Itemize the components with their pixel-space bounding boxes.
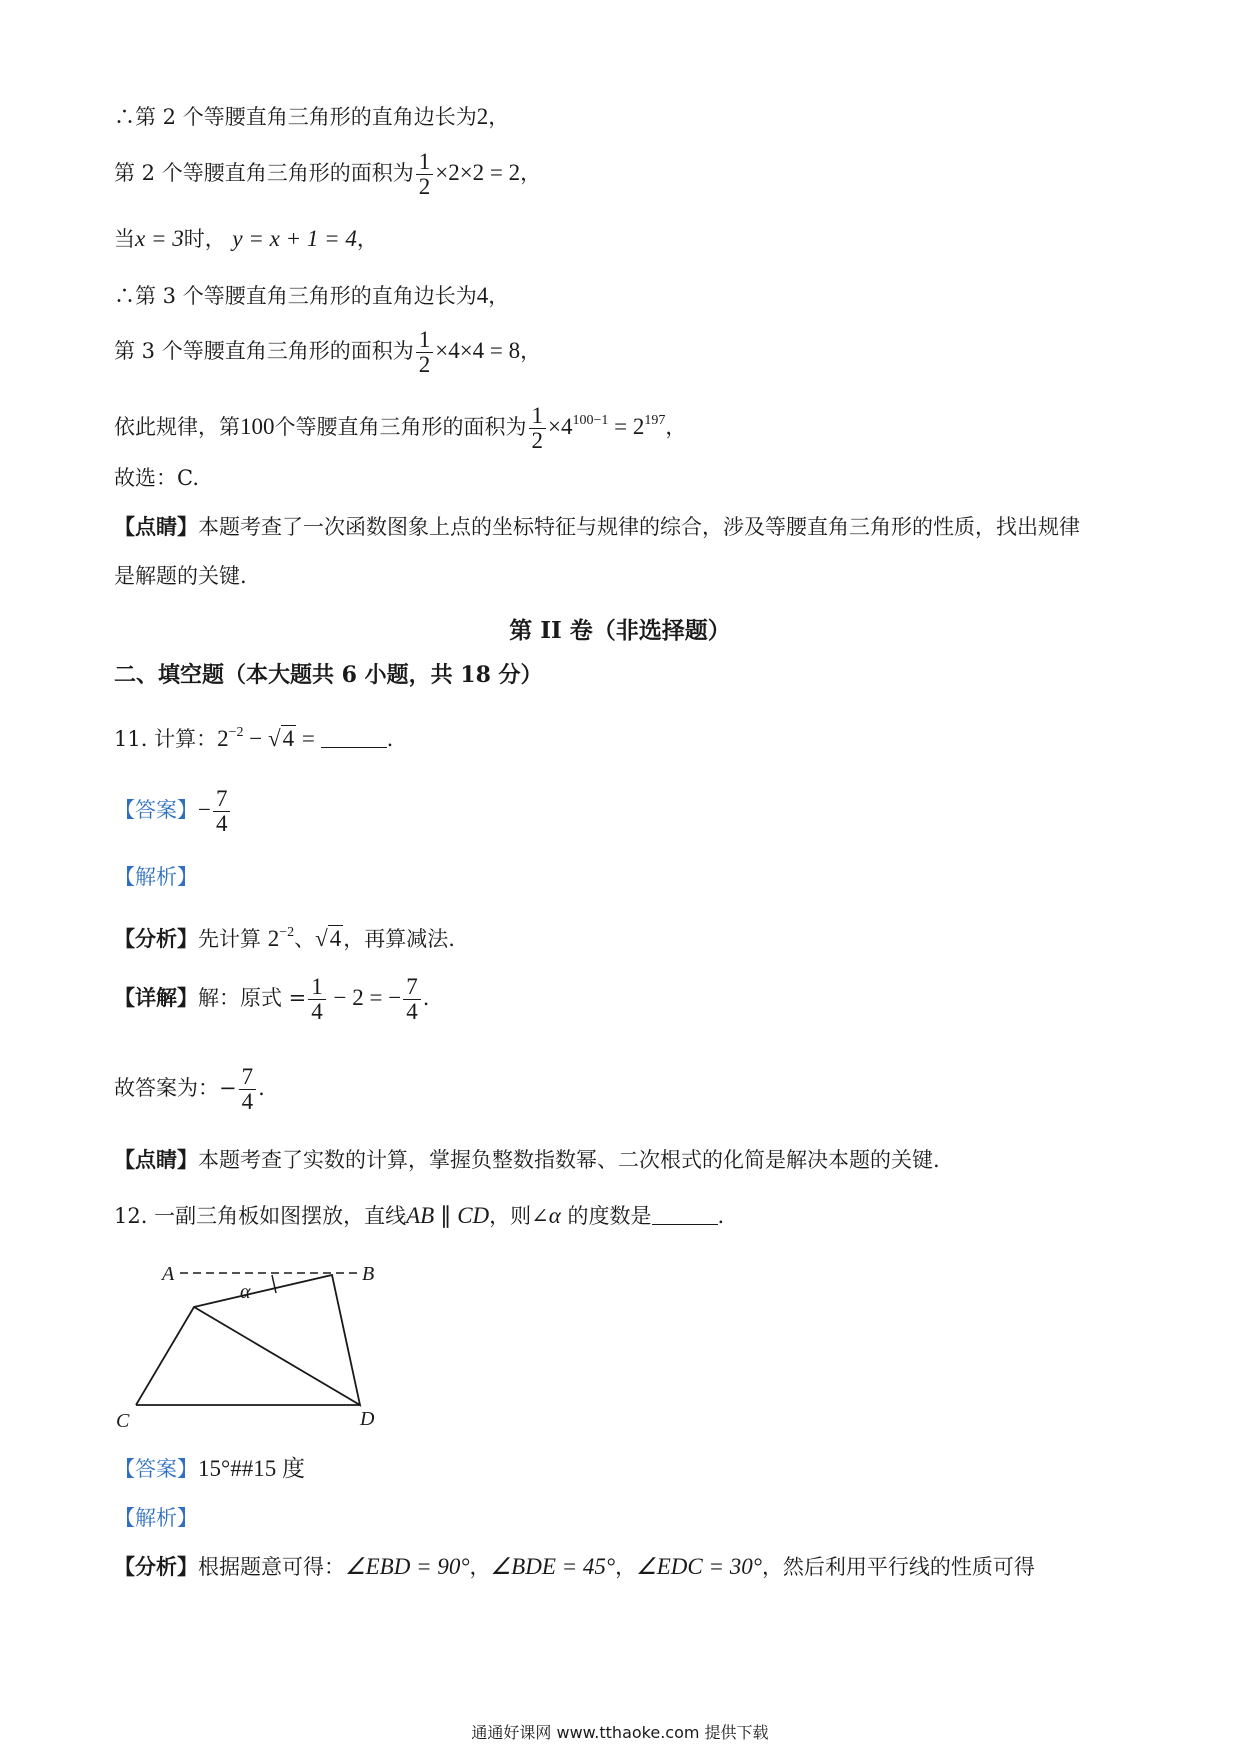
fraction — [239, 1065, 257, 1114]
label-b: B — [362, 1263, 375, 1285]
denominator: 2 — [418, 174, 431, 199]
label-a: A — [162, 1263, 175, 1285]
punct: . — [258, 1076, 265, 1100]
answer-tag: 【答案】 — [114, 798, 198, 822]
punct: ， — [488, 105, 510, 129]
parallel-symbol: ∥ — [434, 1203, 458, 1228]
solution-line-2 — [114, 148, 541, 199]
value: 100 — [240, 414, 275, 439]
text: ，然后利用平行线的性质可得 — [761, 1555, 1035, 1579]
sqrt: √4 — [315, 926, 342, 951]
q11-fenxi — [114, 918, 455, 954]
expression: ×2×2 = 2 — [435, 160, 521, 185]
q12-answer — [114, 1454, 305, 1484]
answer-text: 15°##15 度 — [198, 1456, 305, 1481]
text: 故选：C. — [114, 466, 199, 490]
q11-answer — [114, 782, 232, 838]
q11-jiexi-tag: 【解析】 — [114, 865, 198, 889]
text: ∴第 3 个等腰直角三角形的直角边长为 — [114, 284, 477, 308]
answer-blank[interactable] — [652, 1204, 718, 1225]
text: 依此规律，第 — [114, 415, 240, 439]
text: 12. 一副三角板如图摆放，直线 — [114, 1204, 407, 1228]
value: 2 — [476, 104, 489, 129]
expression: ×4×4 = 8 — [435, 338, 521, 363]
denominator: 2 — [531, 428, 543, 453]
triangle-figure — [110, 1255, 410, 1435]
fraction — [403, 975, 421, 1024]
angle-edc: ∠EDC = 30° — [636, 1554, 762, 1579]
solution-line-7 — [114, 463, 199, 493]
text: 本题考查了实数的计算，掌握负整数指数幂、二次根式的化简是解决本题的关键. — [198, 1148, 940, 1172]
dianjing-line-1 — [114, 512, 1080, 542]
angle-tick — [272, 1275, 276, 1293]
exponent: −2 — [228, 725, 244, 740]
radicand: 4 — [282, 726, 295, 751]
punct: . — [717, 1204, 725, 1228]
q11-stem — [114, 718, 393, 754]
base: 2 — [267, 926, 280, 951]
punct: . — [386, 727, 394, 751]
sqrt: √4 — [267, 726, 295, 751]
page-footer: 通通好课网 www.tthaoke.com 提供下载 — [471, 1723, 769, 1742]
q11-xiangjie — [114, 970, 429, 1026]
fraction — [213, 787, 231, 836]
section-heading: 二、填空题（本大题共 6 小题，共 18 分） — [114, 662, 543, 688]
operator: − — [243, 726, 268, 751]
expression: − 2 = − — [327, 985, 402, 1010]
expression: ×4 — [548, 414, 573, 439]
text: 解：原式 = — [198, 986, 307, 1010]
solution-line-4 — [114, 281, 509, 311]
q12-jiexi-tag: 【解析】 — [114, 1506, 198, 1530]
equation: x = 3 — [135, 226, 184, 251]
numerator: 1 — [416, 328, 434, 353]
q11-final — [114, 1060, 265, 1116]
dianjing-line-2 — [114, 561, 247, 591]
fenxi-tag: 【分析】 — [114, 926, 198, 951]
solution-line-5 — [114, 326, 541, 377]
numerator: 7 — [403, 975, 421, 1000]
punct: 、 — [294, 927, 316, 951]
text: 个等腰直角三角形的面积为 — [274, 415, 527, 439]
exponent: 100−1 — [572, 413, 609, 428]
text: 故答案为：− — [114, 1076, 237, 1100]
dianjing-tag: 【点睛】 — [114, 1147, 198, 1172]
text: 先计算 — [198, 927, 261, 951]
text: ，再算减法. — [343, 927, 455, 951]
text: 的度数是 — [560, 1204, 652, 1228]
dianjing-tag: 【点睛】 — [114, 514, 198, 539]
denominator: 4 — [215, 811, 228, 836]
punct: ， — [615, 1555, 637, 1579]
equation: y = x + 1 = 4 — [232, 226, 357, 251]
fraction — [416, 328, 434, 377]
fenxi-tag: 【分析】 — [114, 1554, 198, 1579]
value: 4 — [476, 283, 489, 308]
radicand: 4 — [329, 926, 342, 951]
text: ∴第 2 个等腰直角三角形的直角边长为 — [114, 105, 477, 129]
angle-bde: ∠BDE = 45° — [490, 1554, 616, 1579]
section-title: 第 II 卷（非选择题） — [509, 617, 731, 644]
numerator: 1 — [308, 975, 326, 1000]
answer-blank[interactable] — [321, 727, 387, 748]
operator: = — [296, 726, 321, 751]
sign: − — [198, 797, 211, 822]
denominator: 2 — [418, 352, 431, 377]
text: 11. 计算： — [114, 727, 218, 751]
line-cd: CD — [457, 1203, 490, 1228]
label-c: C — [116, 1410, 130, 1432]
text: 时， — [183, 227, 226, 251]
punct: ， — [520, 161, 542, 185]
text: 第 2 个等腰直角三角形的面积为 — [114, 161, 414, 185]
numerator: 1 — [416, 150, 434, 175]
q12-fenxi — [114, 1552, 1035, 1582]
exponent: −2 — [279, 925, 295, 940]
q12-stem — [114, 1201, 724, 1231]
exponent: 197 — [644, 413, 666, 428]
punct: . — [422, 986, 430, 1010]
fraction — [416, 150, 434, 199]
solution-line-3 — [114, 224, 378, 254]
text: ，则∠ — [489, 1204, 549, 1228]
solution-line-1 — [114, 102, 509, 132]
numerator: 7 — [239, 1065, 257, 1090]
text: 本题考查了一次函数图象上点的坐标特征与规律的综合，涉及等腰直角三角形的性质，找出规律 — [198, 515, 1080, 539]
solution-line-6 — [114, 396, 686, 453]
text: 根据题意可得： — [198, 1555, 345, 1579]
base: 2 — [217, 726, 229, 751]
punct: ， — [488, 284, 510, 308]
fraction — [529, 404, 547, 453]
denominator: 4 — [241, 1089, 254, 1114]
angle-ebd: ∠EBD = 90° — [345, 1554, 470, 1579]
answer-tag: 【答案】 — [114, 1457, 198, 1481]
punct: ， — [469, 1555, 491, 1579]
text: 是解题的关键. — [114, 564, 247, 588]
numerator: 1 — [529, 404, 547, 429]
denominator: 4 — [311, 999, 323, 1024]
text: 当 — [114, 227, 135, 251]
line-ab: AB — [406, 1203, 435, 1228]
expression: = 2 — [608, 414, 645, 439]
punct: ， — [665, 415, 687, 439]
label-alpha: α — [240, 1281, 251, 1303]
q11-dianjing — [114, 1145, 940, 1175]
alpha: α — [548, 1203, 561, 1228]
xiangjie-tag: 【详解】 — [114, 985, 198, 1010]
text: 第 3 个等腰直角三角形的面积为 — [114, 339, 414, 363]
punct: ， — [520, 339, 542, 363]
punct: ， — [356, 227, 378, 251]
numerator: 7 — [213, 787, 231, 812]
fraction — [308, 975, 326, 1024]
denominator: 4 — [406, 999, 418, 1024]
label-d: D — [360, 1408, 375, 1430]
